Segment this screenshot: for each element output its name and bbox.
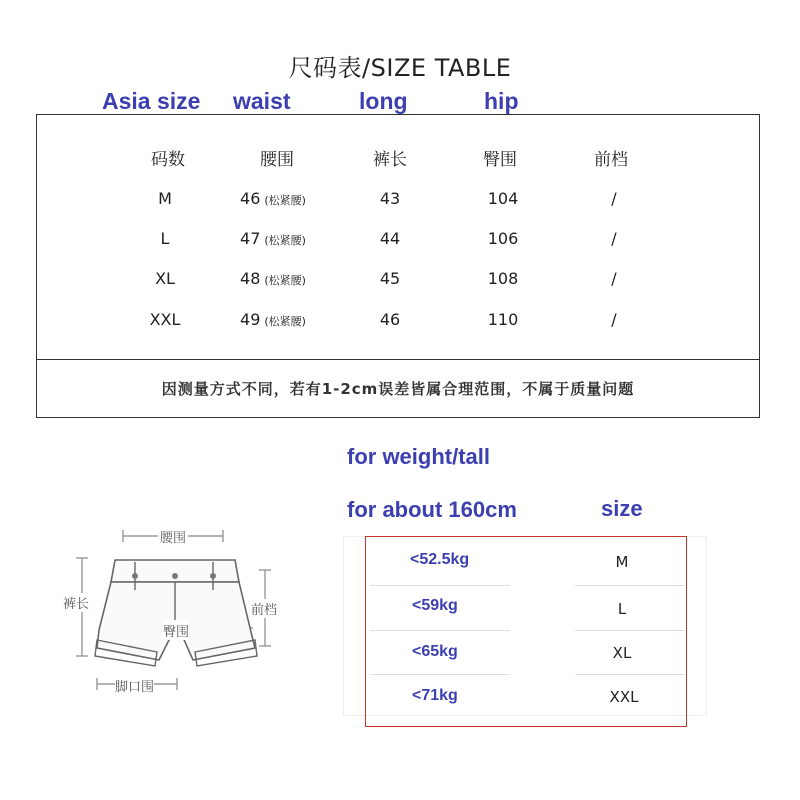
row-xxl-length: 46: [379, 310, 401, 329]
weight-size-m: M: [615, 553, 629, 571]
weight-xl: <65kg: [412, 643, 458, 660]
diagram-length-label: 裤长: [63, 593, 89, 612]
row-m-length: 43: [379, 189, 401, 208]
col-header-rise: 前档: [594, 150, 628, 170]
row-m-rise: /: [611, 189, 617, 208]
weight-row-line: [370, 674, 510, 675]
size-table: [36, 114, 760, 418]
weight-size-l: L: [617, 600, 627, 618]
row-l-hip: 106: [487, 229, 519, 248]
table-divider: [37, 359, 759, 360]
height-subheading: for about 160cm: [347, 497, 517, 522]
weight-l: <59kg: [412, 597, 458, 614]
row-l-length: 44: [379, 229, 401, 248]
diagram-leg-opening-label: 脚口围: [115, 676, 154, 695]
row-xl-rise: /: [611, 269, 617, 288]
weight-row-line: [575, 585, 685, 586]
row-m-waist: 46 (松紧腰): [240, 189, 306, 208]
row-l-rise: /: [611, 229, 617, 248]
measurement-note: 因测量方式不同，若有1-2cm误差皆属合理范围，不属于质量问题: [161, 380, 635, 398]
weight-row-line: [575, 674, 685, 675]
header-asia-size: Asia size: [102, 88, 201, 114]
shorts-measurement-diagram: [55, 520, 295, 710]
col-header-length: 裤长: [373, 150, 407, 170]
weight-row-line: [575, 630, 685, 631]
weight-size-xxl: XXL: [609, 688, 639, 706]
page-title: 尺码表/SIZE TABLE: [288, 54, 512, 82]
row-xxl-rise: /: [611, 310, 617, 329]
weight-heading: for weight/tall: [347, 444, 490, 469]
row-l-waist: 47 (松紧腰): [240, 229, 306, 248]
diagram-rise-label: 前档: [251, 599, 277, 618]
row-m-size: M: [158, 189, 172, 208]
col-header-hip: 臀围: [483, 150, 517, 170]
row-xl-waist: 48 (松紧腰): [240, 269, 306, 288]
size-label: size: [601, 496, 643, 521]
header-long: long: [359, 88, 408, 114]
col-header-size: 码数: [151, 150, 185, 170]
col-header-waist: 腰围: [260, 150, 294, 170]
header-hip: hip: [484, 88, 519, 114]
row-xxl-size: XXL: [149, 310, 181, 329]
row-xxl-waist: 49 (松紧腰): [240, 310, 306, 329]
weight-xxl: <71kg: [412, 687, 458, 704]
weight-row-line: [370, 630, 510, 631]
row-xl-hip: 108: [487, 269, 519, 288]
row-m-hip: 104: [487, 189, 519, 208]
weight-row-line: [370, 585, 510, 586]
row-xl-size: XL: [155, 269, 175, 288]
diagram-hip-label: 臀围: [163, 621, 189, 640]
weight-m: <52.5kg: [410, 551, 470, 568]
row-xl-length: 45: [379, 269, 401, 288]
row-l-size: L: [160, 229, 170, 248]
diagram-waist-label: 腰围: [158, 527, 188, 546]
row-xxl-hip: 110: [487, 310, 519, 329]
weight-size-xl: XL: [612, 644, 632, 662]
header-waist: waist: [233, 88, 291, 114]
